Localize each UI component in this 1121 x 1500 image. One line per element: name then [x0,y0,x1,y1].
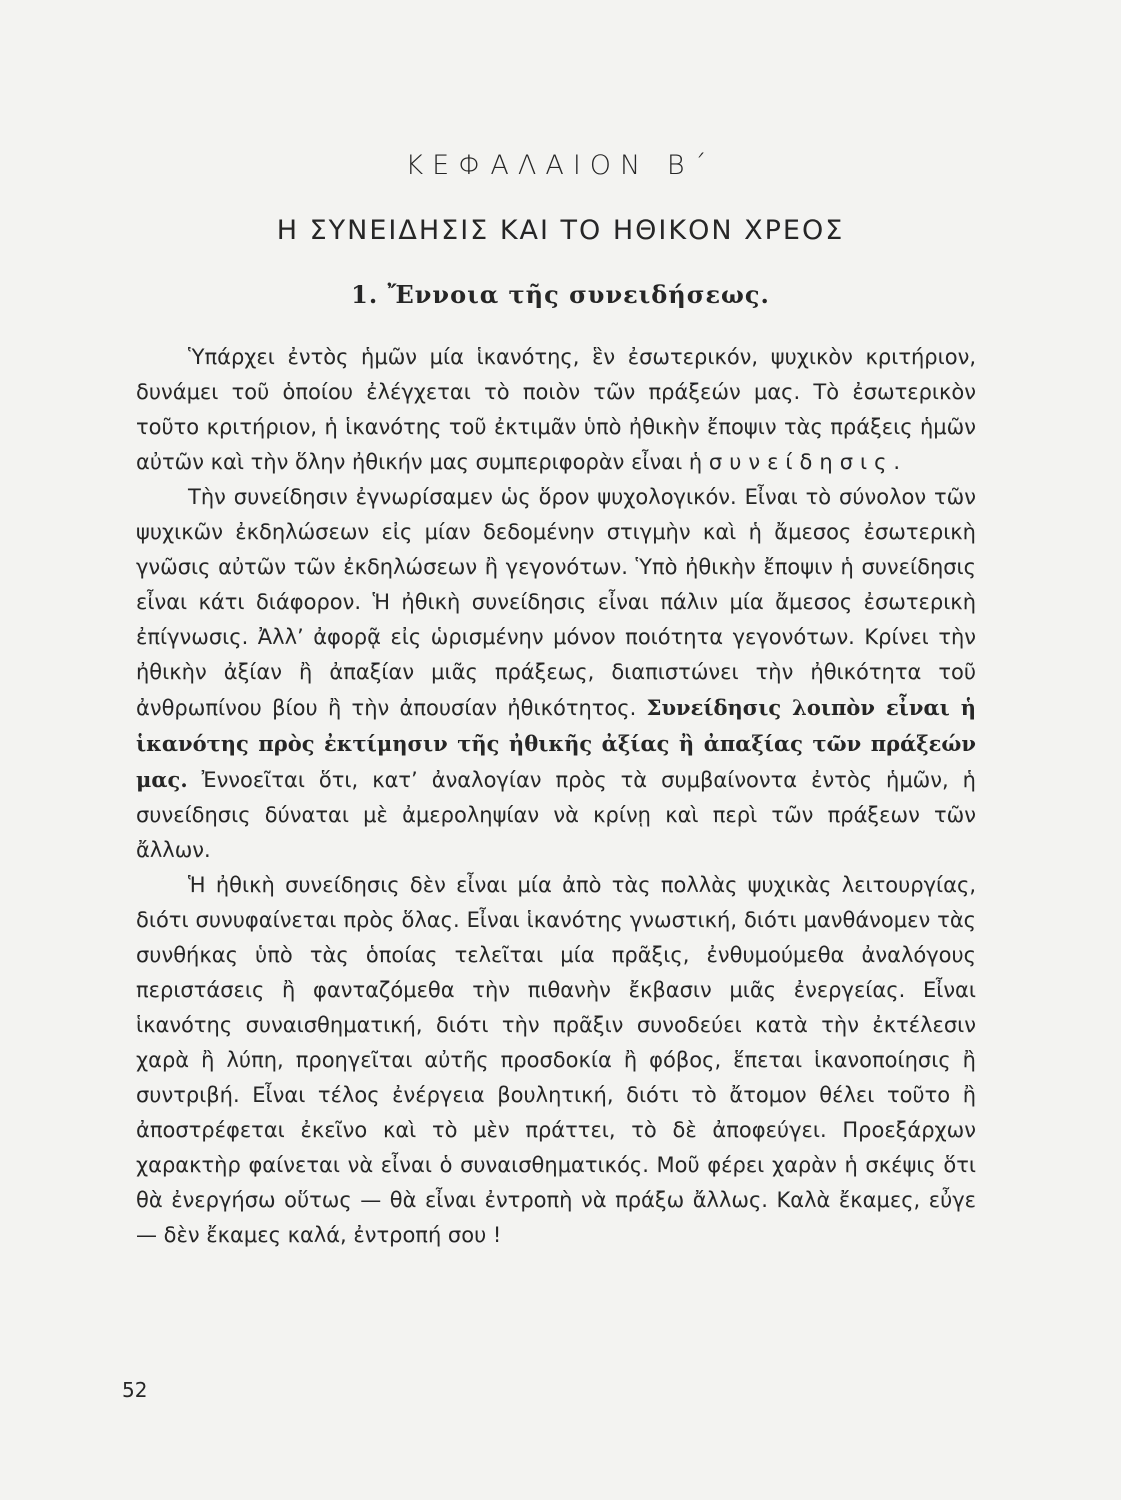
term-conscience: συνείδησις. [708,450,908,474]
paragraph-1-text: Ὑπάρχει ἐντὸς ἡμῶν μία ἱκανότης, ἓν ἐσωτερικόν, ψυχικὸν κριτήριον, δυνάμει τοῦ ὁποίου ἐλέγχεται τὸ ποιὸν τῶν πράξεών μας. Τὸ ἐσωτερικὸν τοῦτο κριτήριον, ἡ ἱκανότης τοῦ ἐκτιμᾶν ὑπὸ ἠθικὴν ἔποψιν τὰς πράξεις ἡμῶν αὐτῶν καὶ τὴν ὅλην ἠθικήν μας συμπεριφορὰν εἶναι ἡ [136,345,976,474]
page-number: 52 [122,1378,148,1402]
paragraph-2-text: Τὴν συνείδησιν ἐγνωρίσαμεν ὡς ὅρον ψυχολογικόν. Εἶναι τὸ σύνολον τῶν ψυχικῶν ἐκδηλώσεων εἰς μίαν δεδομένην στιγμὴν καὶ ἡ ἄμεσος ἐσωτερικὴ γνῶσις αὐτῶν τῶν ἐκδηλώσεων ἢ γεγονότων. Ὑπὸ ἠθικὴν ἔποψιν ἡ συνείδησις εἶναι κάτι διάφορον. Ἡ ἠθικὴ συνείδησις εἶναι πάλιν μία ἄμεσος ἐσωτερικὴ ἐπίγνωσις. Ἀλλ’ ἀφορᾷ εἰς ὡρισμένην μόνον ποιότητα γεγονότων. Κρίνει τὴν ἠθικὴν ἀξίαν ἢ ἀπαξίαν μιᾶς πράξεως, διαπιστώνει τὴν ἠθικότητα τοῦ ἀνθρωπίνου βίου ἢ τὴν ἀπουσίαν ἠθικότητος. [136,485,976,720]
paragraph-3 [136,868,976,1253]
body-text [136,340,976,1253]
chapter-title: Η ΣΥΝΕΙΔΗΣΙΣ ΚΑΙ ΤΟ ΗΘΙΚΟΝ ΧΡΕΟΣ [276,215,845,246]
paragraph-2 [136,480,976,868]
paragraph-2-rest: Ἐννοεῖται ὅτι, κατ’ ἀναλογίαν πρὸς τὰ συμβαίνοντα ἐντὸς ἡμῶν, ἡ συνείδησις δύναται μὲ ἀμεροληψίαν νὰ κρίνῃ καὶ περὶ τῶν πράξεων τῶν ἄλλων. [136,768,976,862]
chapter-label: ΚΕΦΑΛΑΙΟΝ Β΄ [405,150,716,181]
section-heading: 1. Ἔννοια τῆς συνειδήσεως. [351,280,770,309]
paragraph-1 [136,340,976,480]
paragraph-3-text: Ἡ ἠθικὴ συνείδησις δὲν εἶναι μία ἀπὸ τὰς πολλὰς ψυχικὰς λειτουργίας, διότι συνυφαίνεται πρὸς ὅλας. Εἶναι ἱκανότης γνωστική, διότι μανθάνομεν τὰς συνθήκας ὑπὸ τὰς ὁποίας τελεῖται μία πρᾶξις, ἐνθυμούμεθα ἀναλόγους περιστάσεις ἢ φανταζόμεθα τὴν πιθανὴν ἔκβασιν μιᾶς ἐνεργείας. Εἶναι ἱκανότης συναισθηματική, διότι τὴν πρᾶξιν συνοδεύει κατὰ τὴν ἐκτέλεσιν χαρὰ ἢ λύπη, προηγεῖται αὐτῆς προσδοκία ἢ φόβος, ἕπεται ἱκανοποίησις ἢ συντριβή. Εἶναι τέλος ἐνέργεια βουλητική, διότι τὸ ἄτομον θέλει τοῦτο ἢ ἀποστρέφεται ἐκεῖνο καὶ τὸ μὲν πράττει, τὸ δὲ ἀποφεύγει. Προεξάρχων χαρακτὴρ φαίνεται νὰ εἶναι ὁ συναισθηματικός. Μοῦ φέρει χαρὰν ἡ σκέψις ὅτι θὰ ἐνεργήσω οὕτως — θὰ εἶναι ἐντροπὴ νὰ πράξω ἄλλως. Καλὰ ἔκαμες, εὖγε — δὲν ἔκαμες καλά, ἐντροπή σου ! [136,873,976,1247]
definition-bold: Συνείδησις λοιπὸν εἶναι ἡ ἱκανότης πρὸς ἐκτίμησιν τῆς ἠθικῆς ἀξίας ἢ ἀπαξίας τῶν πράξεών μας. [136,695,976,792]
